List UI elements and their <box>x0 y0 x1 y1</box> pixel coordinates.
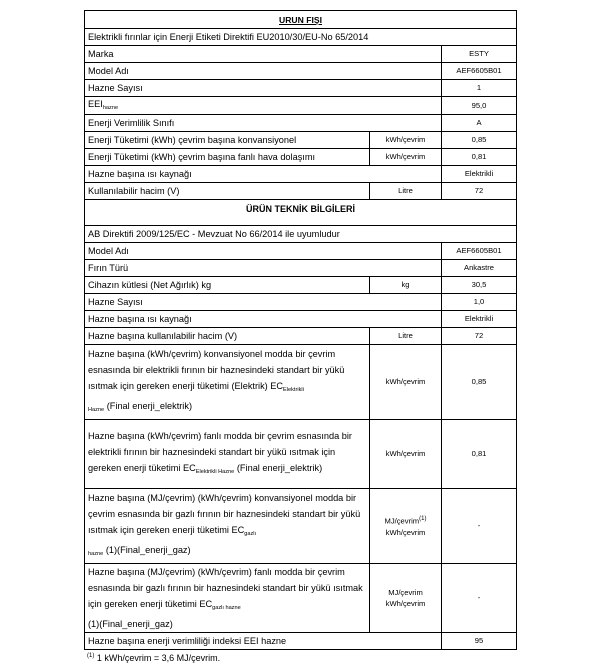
row-unit: Litre <box>370 183 442 200</box>
ec-subscript: Elektrikli Hazne <box>195 469 235 475</box>
table-row <box>85 328 517 345</box>
row-unit: kg <box>370 277 442 294</box>
product-fiche <box>84 10 516 665</box>
row-value: 1 <box>442 80 517 97</box>
table-row <box>85 115 517 132</box>
title-row <box>85 200 517 226</box>
row-value: Ankastre <box>442 260 517 277</box>
row-value: ESTY <box>442 46 517 63</box>
long-text: Hazne başına (kWh/çevrim) fanlı modda bir çevrim esnasında bir elektrikli fırının bir haznesindeki standart bir yükü ısıtmak için gereken enerji tüketimi EC <box>88 431 352 473</box>
unit-kwh: kWh/çevrim <box>385 599 426 608</box>
row-label: Hazne başına ısı kaynağı <box>85 311 442 328</box>
row-label: Enerji Verimlilik Sınıfı <box>85 115 442 132</box>
technical-info-title: ÜRÜN TEKNİK BİLGİLERİ <box>85 200 517 226</box>
row-unit: Litre <box>370 328 442 345</box>
table-row <box>85 80 517 97</box>
row-value: 30,5 <box>442 277 517 294</box>
table-row <box>85 166 517 183</box>
table-row <box>85 97 517 115</box>
table-row <box>85 63 517 80</box>
fiche-table <box>84 10 517 650</box>
table-row <box>85 183 517 200</box>
row-unit: kWh/çevrim <box>370 149 442 166</box>
row-value: Elektrikli <box>442 311 517 328</box>
long-tail: (Final enerji_elektrik) <box>106 401 193 411</box>
eei-label: EEI <box>88 98 103 109</box>
long-text: Hazne başına (MJ/çevrim) (kWh/çevrim) konvansiyonel modda bir çevrim esnasında bir gazlı fırının bir haznesindeki standart bir yükü ısıtmak için gereken enerji tüketimi EC <box>88 493 361 535</box>
table-row <box>85 149 517 166</box>
directive-row <box>85 226 517 243</box>
row-label: Hazne başına ısı kaynağı <box>85 166 442 183</box>
footnote-marker: (1) <box>419 516 427 523</box>
table-row <box>85 132 517 149</box>
row-value: 0,81 <box>442 149 517 166</box>
row-unit <box>370 564 442 633</box>
long-tail: (1)(Final_enerji_gaz) <box>105 545 191 555</box>
row-label: Hazne başına enerji verimliliği indeksi EEI hazne <box>85 633 442 650</box>
footnote-text: 1 kWh/çevrim = 3,6 MJ/çevrim. <box>96 653 221 663</box>
row-label: Model Adı <box>85 243 442 260</box>
table-row <box>85 294 517 311</box>
table-row <box>85 633 517 650</box>
row-label: Hazne Sayısı <box>85 80 442 97</box>
row-label: Enerji Tüketimi (kWh) çevrim başına fanlı hava dolaşımı <box>85 149 370 166</box>
row-label: Model Adı <box>85 63 442 80</box>
row-label: Marka <box>85 46 442 63</box>
row-label <box>85 420 370 489</box>
row-label: Cihazın kütlesi (Net Ağırlık) kg <box>85 277 370 294</box>
table-row <box>85 46 517 63</box>
row-label <box>85 97 442 115</box>
unit-mj: MJ/çevrim <box>384 516 420 526</box>
row-label: Hazne başına kullanılabilir hacim (V) <box>85 328 370 345</box>
row-label: Enerji Tüketimi (kWh) çevrim başına konvansiyonel <box>85 132 370 149</box>
row-unit <box>370 489 442 564</box>
table-row <box>85 243 517 260</box>
row-value: 0,85 <box>442 345 517 420</box>
row-label: Fırın Türü <box>85 260 442 277</box>
row-unit: kWh/çevrim <box>370 420 442 489</box>
energy-label-directive: Elektrikli fırınlar için Enerji Etiketi Direktifi EU2010/30/EU-No 65/2014 <box>85 29 517 46</box>
row-label <box>85 564 370 633</box>
unit-kwh: kWh/çevrim <box>385 527 426 537</box>
ec-subscript: hazne <box>88 551 104 557</box>
long-text: Hazne başına (MJ/çevrim) (kWh/çevrim) fanlı modda bir çevrim esnasında bir gazlı fırının bir haznesindeki standart bir yükü ısıtmak için gereken enerji tüketimi EC <box>88 567 363 609</box>
eei-subscript: hazne <box>102 104 119 111</box>
row-unit: kWh/çevrim <box>370 132 442 149</box>
footnote <box>84 650 516 665</box>
row-value: 0,81 <box>442 420 517 489</box>
unit-mj: MJ/çevrim <box>388 588 423 597</box>
row-value: 95 <box>442 633 517 650</box>
row-label <box>85 345 370 420</box>
row-value: - <box>442 489 517 564</box>
row-label <box>85 489 370 564</box>
long-tail: (1)(Final_enerji_gaz) <box>88 619 173 629</box>
row-value: A <box>442 115 517 132</box>
row-value: 72 <box>442 328 517 345</box>
fiche-title: URUN FIŞI <box>85 11 517 29</box>
ec-subscript: Hazne <box>88 407 105 413</box>
row-value: AEF6605B01 <box>442 63 517 80</box>
row-value: 72 <box>442 183 517 200</box>
table-row <box>85 311 517 328</box>
row-value: Elektrikli <box>442 166 517 183</box>
row-label: Hazne Sayısı <box>85 294 442 311</box>
table-row <box>85 277 517 294</box>
row-value: 95,0 <box>442 97 517 115</box>
title-row <box>85 11 517 29</box>
row-unit: kWh/çevrim <box>370 345 442 420</box>
ec-subscript: Elektrikli <box>283 387 304 393</box>
table-row <box>85 564 517 633</box>
row-value: 1,0 <box>442 294 517 311</box>
ec-subscript: gazlı hazne <box>212 605 241 611</box>
row-value: 0,85 <box>442 132 517 149</box>
table-row <box>85 420 517 489</box>
table-row <box>85 260 517 277</box>
directive-row <box>85 29 517 46</box>
row-value: - <box>442 564 517 633</box>
footnote-marker: (1) <box>87 653 95 659</box>
row-label: Kullanılabilir hacim (V) <box>85 183 370 200</box>
table-row <box>85 345 517 420</box>
ecodesign-directive: AB Direktifi 2009/125/EC - Mevzuat No 66/2014 ile uyumludur <box>85 226 517 243</box>
ec-subscript: gazlı <box>244 531 257 537</box>
table-row <box>85 489 517 564</box>
long-text: Hazne başına (kWh/çevrim) konvansiyonel modda bir çevrim esnasında bir elektrikli fırının bir haznesindeki standart bir yükü ısıtmak için gereken enerji tüketimi (Elektrik) EC <box>88 349 345 391</box>
long-tail: (Final enerji_elektrik) <box>236 463 323 473</box>
row-value: AEF6605B01 <box>442 243 517 260</box>
